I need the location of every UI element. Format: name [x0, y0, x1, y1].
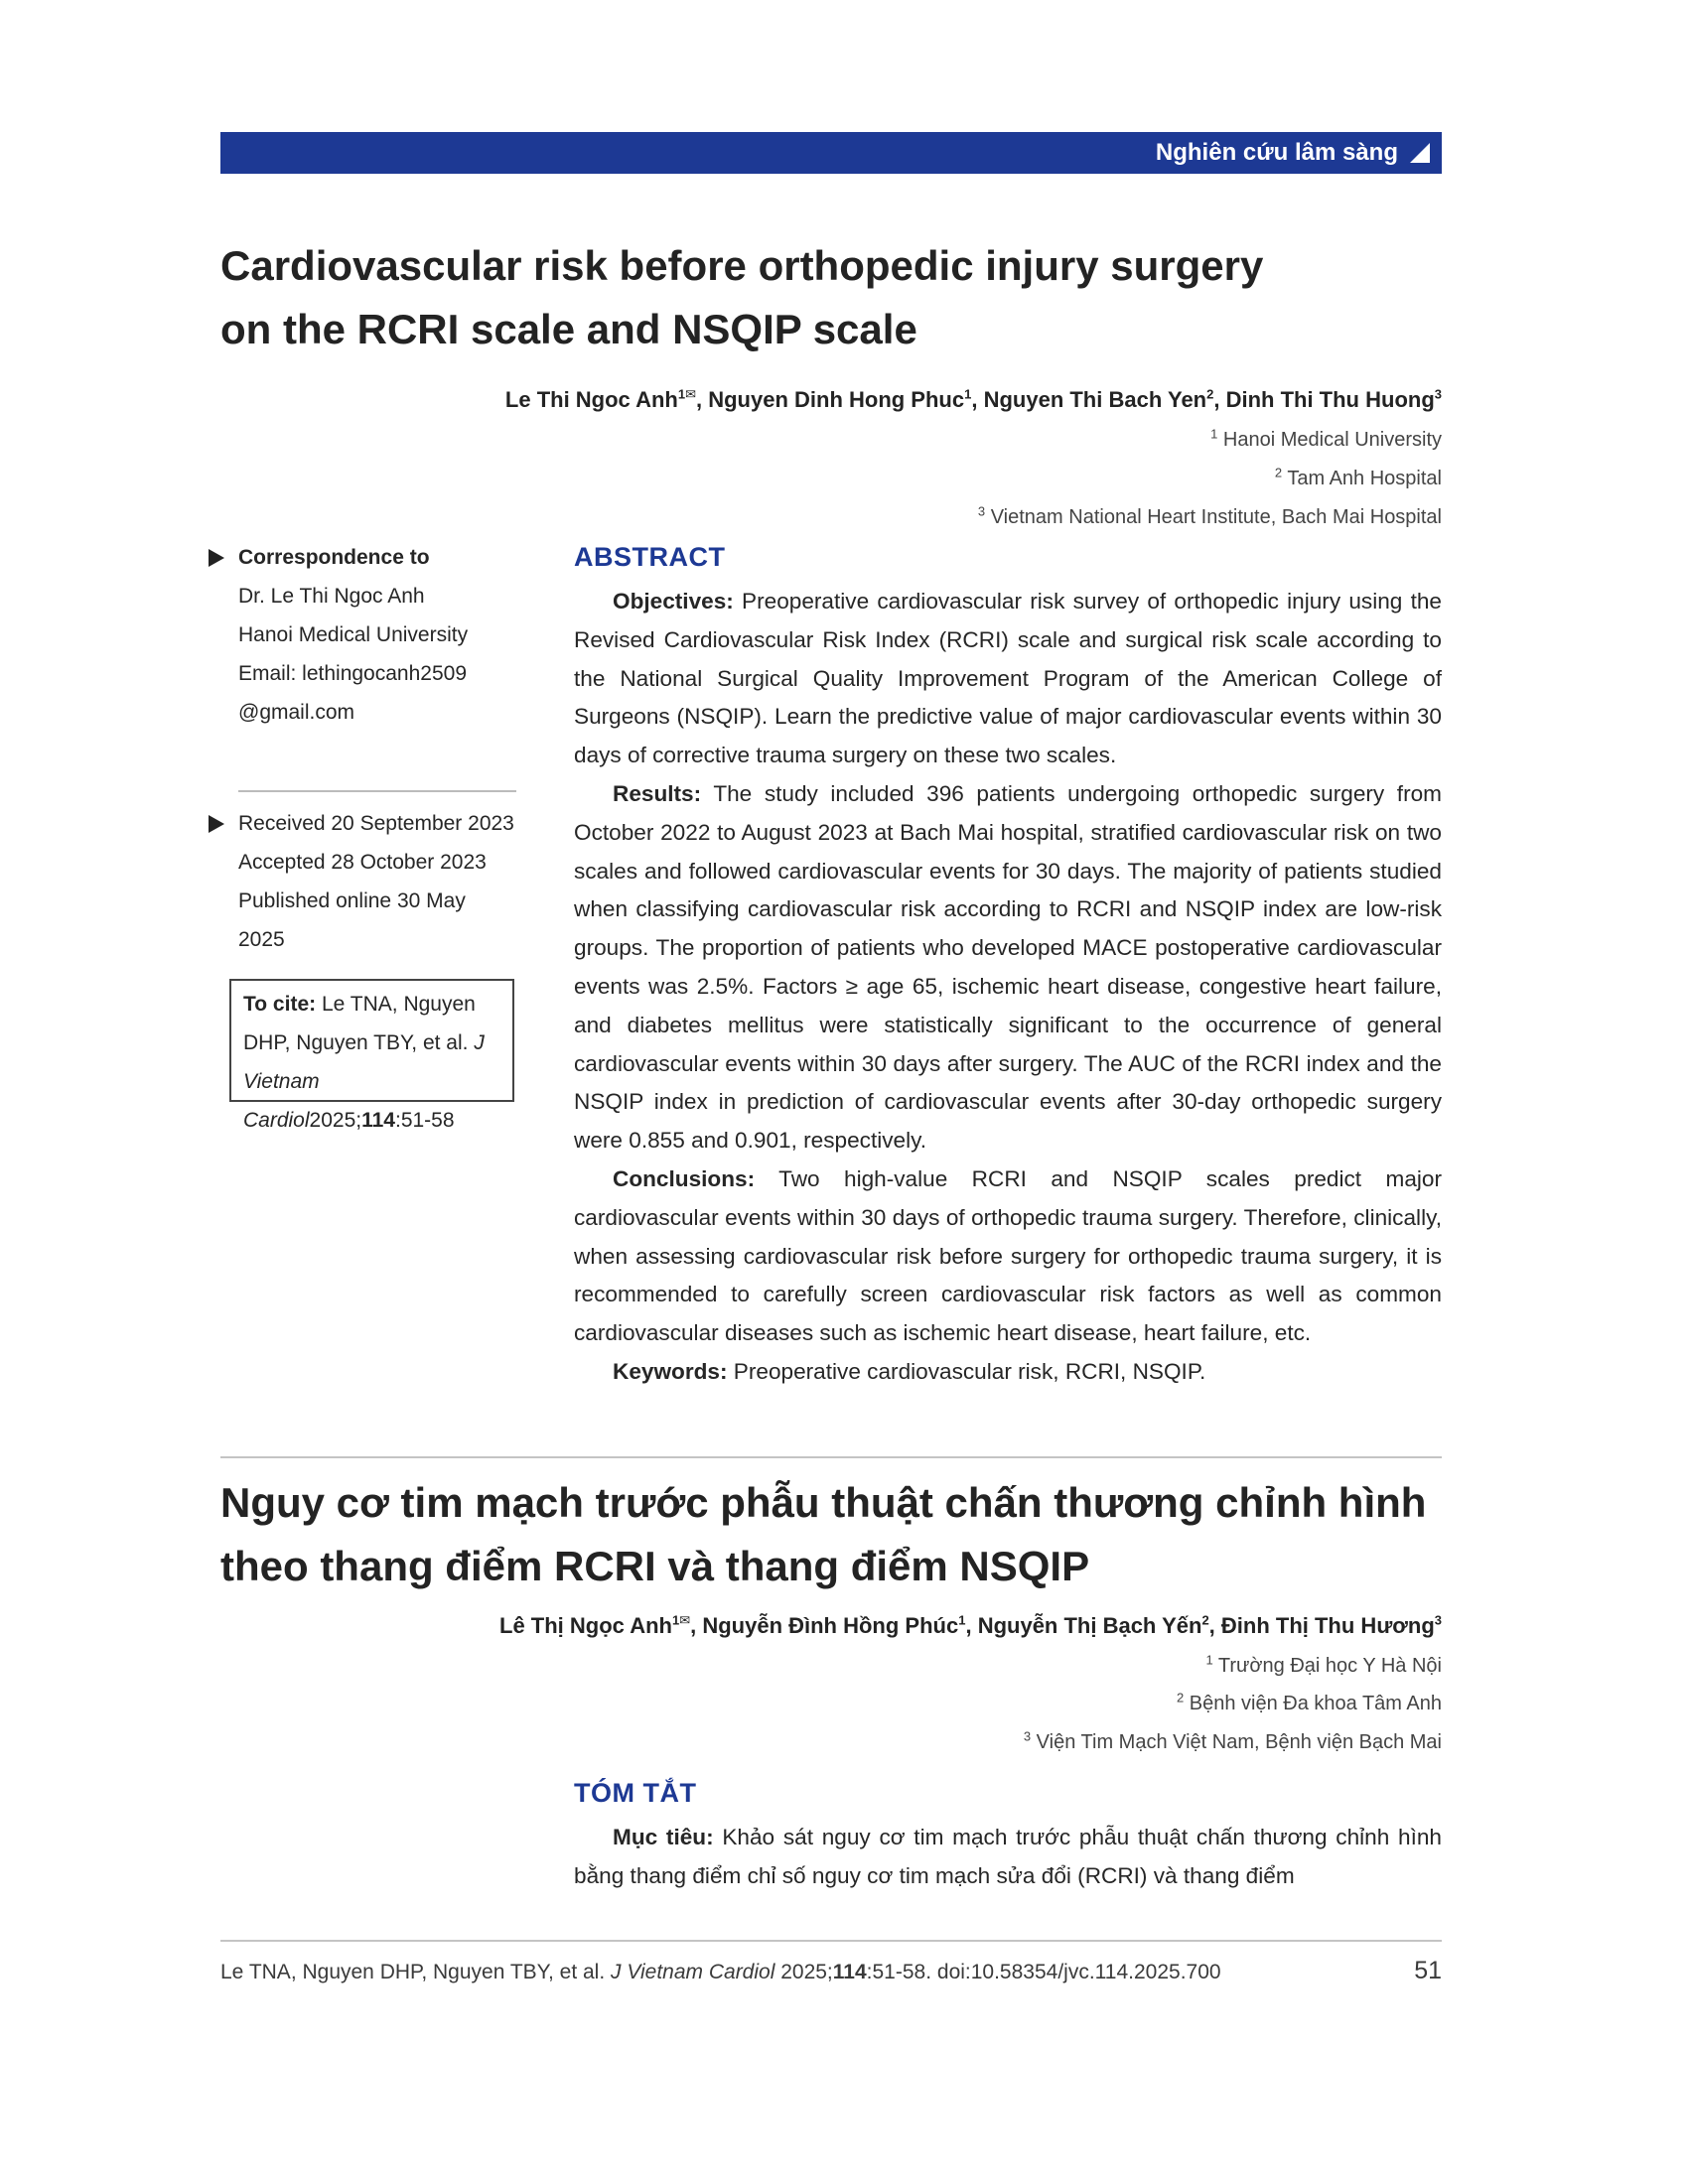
results-label: Results:: [613, 780, 702, 806]
conclusions-label: Conclusions:: [613, 1165, 756, 1191]
abstract-heading: ABSTRACT: [574, 542, 726, 572]
section-label: Nghiên cứu lâm sàng: [1155, 139, 1398, 166]
bullet-arrow-icon: [209, 815, 224, 833]
aff-name: Tam Anh Hospital: [1287, 468, 1442, 489]
author-name: Lê Thị Ngọc Anh: [499, 1613, 672, 1638]
cite-authors: Le TNA, Nguyen DHP, Nguyen TBY, et al.: [243, 993, 476, 1054]
author-name: Dinh Thi Thu Huong: [1225, 387, 1435, 412]
aff-name: Vietnam National Heart Institute, Bach Mai Hospital: [990, 506, 1442, 528]
vietnamese-title: [220, 1471, 1452, 1598]
affiliation: [1176, 1690, 1442, 1715]
aff-sup: 3: [977, 503, 986, 519]
citation-box: [229, 979, 514, 1132]
aff-name: Trường Đại học Y Hà Nội: [1217, 1655, 1442, 1677]
tom-tat-heading: TÓM TẮT: [574, 1778, 697, 1808]
author-sup: 1: [958, 1612, 966, 1628]
results-text: The study included 396 patients undergoing orthopedic surgery from October 2022 to August 2023 at Bach Mai hospital, stratified cardiovascular risk on two scales and followed cardiovascular events for 30 days. The majority of patients studied when classifying cardiovascular risk according to RCRI and NSQIP index are low-risk groups. The proportion of patients who developed MACE postoperative cardiovascular events was 2.5%. Factors ≥ age 65, ischemic heart disease, congestive heart failure, and diabetes mellitus were statistically significant to the occurrence of general cardiovascular events within 30 days after surgery. The AUC of the RCRI index and the NSQIP index in prediction of cardiovascular events after 30-day orthopedic surgery were 0.855 and 0.901, respectively.: [574, 780, 1442, 1154]
footer-volume: 114: [832, 1961, 867, 1983]
dates-block: [209, 804, 516, 959]
corner-triangle-icon: [1410, 143, 1430, 163]
cite-journal: J Vietnam Cardiol: [243, 1031, 485, 1132]
aff-sup: 1: [1205, 1652, 1213, 1668]
bullet-arrow-icon: [209, 549, 224, 567]
footer-year: 2025;: [780, 1961, 833, 1983]
cite-label: To cite:: [243, 993, 317, 1016]
aff-sup: 2: [1176, 1690, 1185, 1706]
author-sup: 1✉: [671, 1612, 691, 1628]
author-name: Nguyễn Đình Hồng Phúc: [702, 1613, 959, 1638]
muc-tieu-paragraph: [574, 1819, 1442, 1896]
correspondence-email-domain[interactable]: @gmail.com: [238, 701, 355, 724]
affiliation: [977, 503, 1442, 529]
author-sup: 3: [1434, 386, 1442, 402]
aff-name: Bệnh viện Đa khoa Tâm Anh: [1189, 1693, 1442, 1714]
english-title-line2: on the RCRI scale and NSQIP scale: [220, 306, 917, 352]
page-number: 51: [1414, 1957, 1442, 1984]
english-title-line1: Cardiovascular risk before orthopedic injury surgery: [220, 242, 1264, 289]
affiliation: [1274, 465, 1442, 490]
correspondence-heading: Correspondence to: [238, 546, 430, 569]
section-divider: [220, 1456, 1442, 1458]
author-name: Nguyễn Thị Bạch Yến: [977, 1613, 1202, 1638]
author-sup: 2: [1206, 386, 1214, 402]
correspondence-line: Hanoi Medical University: [238, 623, 469, 646]
footer-divider: [220, 1940, 1442, 1942]
author-name: Đinh Thị Thu Hương: [1220, 1613, 1435, 1638]
author-sup: 1: [964, 386, 972, 402]
author-name: Le Thi Ngoc Anh: [504, 387, 678, 412]
affiliation: [1205, 1652, 1442, 1678]
muc-tieu-text: Khảo sát nguy cơ tim mạch trước phẫu thuật chấn thương chỉnh hình bằng thang điểm chỉ số nguy cơ tim mạch sửa đổi (RCRI) và thang điểm: [574, 1825, 1442, 1888]
aff-sup: 1: [1210, 426, 1218, 442]
cite-volume: 114: [361, 1109, 395, 1132]
aff-name: Viện Tim Mạch Việt Nam, Bệnh viện Bạch Mai: [1036, 1731, 1442, 1753]
published-date: Published online 30 May 2025: [238, 889, 466, 951]
sidebar-divider: [238, 790, 516, 792]
vietnamese-authors: Lê Thị Ngọc Anh$^{1✉}$, Nguyễn Đình Hồng Phúc$^1$, Nguyễn Thị Bạch Yến$^2$, Đinh Thị Thu Hương$^3$: [499, 1612, 1442, 1638]
conclusions-text: Two high-value RCRI and NSQIP scales predict major cardiovascular events within 30 days of orthopedic trauma surgery. Therefore, clinically, when assessing cardiovascular risk before surgery for orthopedic trauma surgery, it is recommended to carefully screen cardiovascular risk factors as well as common cardiovascular diseases such as ischemic heart disease, heart failure, etc.: [574, 1165, 1442, 1346]
received-date: Received 20 September 2023: [238, 812, 514, 835]
footer-journal: J Vietnam Cardiol: [611, 1961, 775, 1983]
english-authors: Le Thi Ngoc Anh$^{1✉}$, Nguyen Dinh Hong Phuc$^1$, Nguyen Thi Bach Yen$^2$, Dinh Thi Thu Huong$^3$: [504, 386, 1442, 412]
footer-citation: [220, 1961, 1221, 1984]
results-paragraph: [574, 775, 1442, 1160]
vietnamese-title-line2: theo thang điểm RCRI và thang điểm NSQIP: [220, 1543, 1090, 1589]
english-abstract: [574, 583, 1442, 1392]
keywords-text: Preoperative cardiovascular risk, RCRI, NSQIP.: [733, 1358, 1206, 1384]
vietnamese-title-line1: Nguy cơ tim mạch trước phẫu thuật chấn thương chỉnh hình: [220, 1479, 1427, 1526]
affiliation: [1210, 426, 1442, 452]
aff-sup: 3: [1023, 1728, 1032, 1744]
aff-name: Hanoi Medical University: [1222, 429, 1442, 451]
objectives-paragraph: [574, 583, 1442, 775]
objectives-text: Preoperative cardiovascular risk survey of orthopedic injury using the Revised Cardiovascular Risk Index (RCRI) scale and surgical risk scale according to the National Surgical Quality Improvement Program of the American College of Surgeons (NSQIP). Learn the predictive value of major cardiovascular events within 30 days of corrective trauma surgery on these two scales.: [574, 589, 1442, 768]
cite-year: 2025;: [309, 1109, 362, 1132]
author-sup: 2: [1201, 1612, 1209, 1628]
accepted-date: Accepted 28 October 2023: [238, 851, 487, 874]
aff-sup: 2: [1274, 465, 1283, 480]
section-header-bar: [220, 132, 1442, 174]
author-sup: 1✉: [677, 386, 696, 402]
footer-authors: Le TNA, Nguyen DHP, Nguyen TBY, et al.: [220, 1961, 606, 1983]
cite-pages: :51-58: [394, 1109, 455, 1132]
correspondence-email[interactable]: Email: lethingocanh2509: [238, 662, 467, 685]
muc-tieu-label: Mục tiêu:: [613, 1825, 714, 1849]
author-name: Nguyen Dinh Hong Phuc: [708, 387, 965, 412]
keywords-paragraph: [574, 1353, 1442, 1392]
conclusions-paragraph: [574, 1160, 1442, 1353]
english-title: [220, 234, 1452, 361]
correspondence-block: [209, 538, 516, 732]
footer-doi: :51-58. doi:10.58354/jvc.114.2025.700: [866, 1961, 1221, 1983]
correspondence-line: Dr. Le Thi Ngoc Anh: [238, 585, 425, 608]
author-sup: 3: [1434, 1612, 1442, 1628]
author-name: Nguyen Thi Bach Yen: [983, 387, 1207, 412]
affiliation: [1023, 1728, 1442, 1754]
objectives-label: Objectives:: [613, 589, 734, 614]
keywords-label: Keywords:: [613, 1358, 728, 1384]
vietnamese-abstract: [574, 1819, 1442, 1896]
